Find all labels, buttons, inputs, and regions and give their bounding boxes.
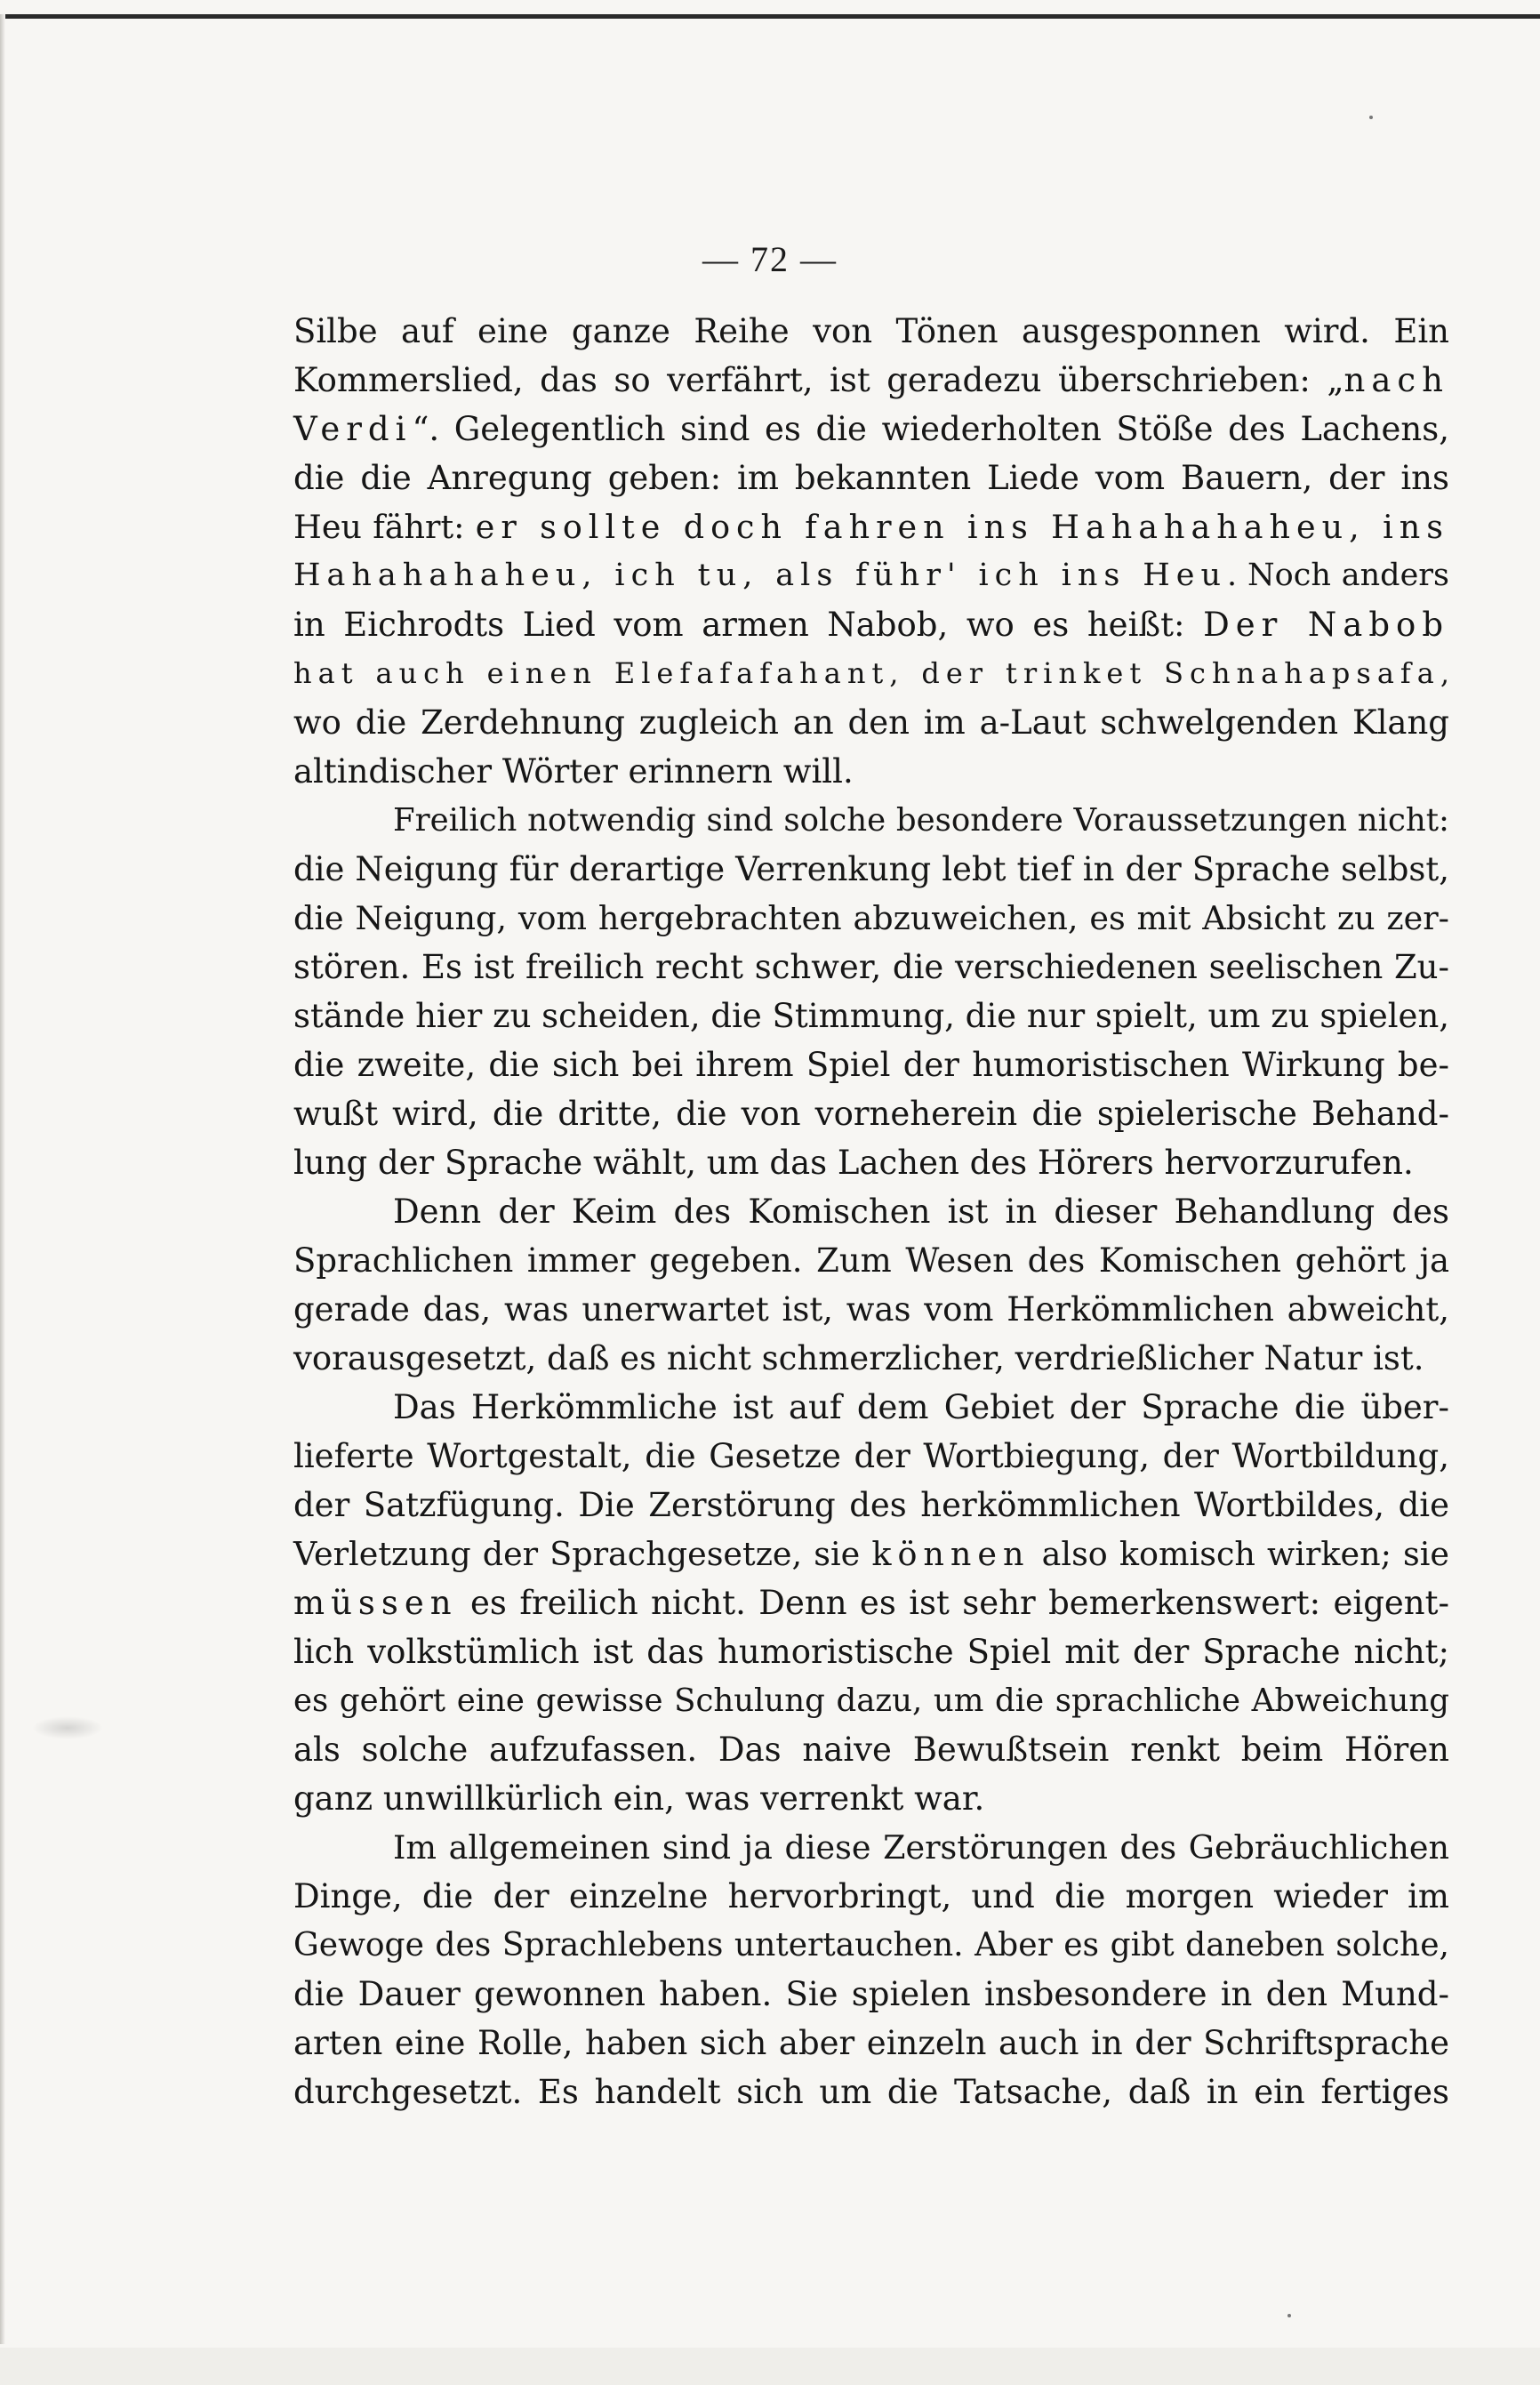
- text-line: altindischer Wörter erinnern will.: [293, 752, 854, 791]
- text-line: lung der Sprache wählt, um das Lachen des Hörers hervorzurufen.: [293, 1144, 1414, 1182]
- spaced-emphasis: er sollte doch fahren ins Hahahahaheu, ins: [475, 508, 1449, 546]
- text-line: die zweite, die sich bei ihrem Spiel der humoristischen Wirkung be-: [293, 1046, 1449, 1084]
- text-line: Kommerslied, das so verfährt, ist geradezu überschrieben: „nach: [293, 361, 1449, 399]
- text-line: Dinge, die der einzelne hervorbringt, und die morgen wieder im: [293, 1877, 1449, 1915]
- spaced-emphasis: Hahahahaheu, ich tu, als führ' ich ins Heu: [293, 558, 1228, 593]
- page-number: — 72 —: [702, 239, 838, 279]
- text-line: hat auch einen Elefafafahant, der trinket Schnahapsafa,: [293, 656, 1449, 690]
- bottom-page-edge: [0, 2348, 1540, 2385]
- text-line: lich volkstümlich ist das humoristische Spiel mit der Sprache nicht;: [293, 1633, 1449, 1671]
- text-line: Das Herkömmliche ist auf dem Gebiet der Sprache die über-: [393, 1388, 1449, 1426]
- spaced-emphasis: hat auch einen Elefafafahant, der trinket Schnahapsafa: [293, 656, 1440, 690]
- spaced-emphasis: Verdi: [293, 410, 413, 448]
- text-line: Sprachlichen immer gegeben. Zum Wesen des Komischen gehört ja: [293, 1241, 1449, 1280]
- text-line: Freilich notwendig sind solche besondere Voraussetzungen nicht:: [393, 802, 1449, 839]
- text-line: Heu fährt: er sollte doch fahren ins Hahahahaheu, ins: [293, 508, 1449, 546]
- text-line: arten eine Rolle, haben sich aber einzeln auch in der Schriftsprache: [293, 2024, 1449, 2062]
- text-line: die die Anregung geben: im bekannten Liede vom Bauern, der ins: [293, 459, 1449, 497]
- text-line: Silbe auf eine ganze Reihe von Tönen ausgesponnen wird. Ein: [293, 312, 1449, 350]
- dust-speck: [1369, 116, 1373, 119]
- text-line: Denn der Keim des Komischen ist in dieser Behandlung des: [393, 1192, 1449, 1231]
- text-line: Hahahahaheu, ich tu, als führ' ich ins Heu. Noch anders: [293, 558, 1449, 593]
- text-line: Gewoge des Sprachlebens untertauchen. Aber es gibt daneben solche,: [293, 1927, 1449, 1963]
- text-line: als solche aufzufassen. Das naive Bewußtsein renkt beim Hören: [293, 1731, 1449, 1769]
- text-line: die Neigung für derartige Verrenkung lebt tief in der Sprache selbst,: [293, 850, 1449, 888]
- text-line: stören. Es ist freilich recht schwer, die verschiedenen seelischen Zu-: [293, 948, 1449, 986]
- text-line: wo die Zerdehnung zugleich an den im a-Laut schwelgenden Klang: [293, 703, 1449, 742]
- margin-smudge: [32, 1716, 103, 1739]
- text-line: stände hier zu scheiden, die Stimmung, die nur spielt, um zu spielen,: [293, 997, 1450, 1035]
- text-line: in Eichrodts Lied vom armen Nabob, wo es heißt: Der Nabob: [293, 606, 1450, 644]
- spaced-emphasis: Der Nabob: [1203, 606, 1450, 644]
- text-line: der Satzfügung. Die Zerstörung des herkömmlichen Wortbildes, die: [293, 1486, 1449, 1524]
- text-line: Verletzung der Sprachgesetze, sie können also komisch wirken; sie: [293, 1535, 1449, 1573]
- text-line: die Neigung, vom hergebrachten abzuweichen, es mit Absicht zu zer-: [293, 899, 1449, 937]
- text-line: es gehört eine gewisse Schulung dazu, um die sprachliche Abweichung: [293, 1682, 1449, 1719]
- text-line: wußt wird, die dritte, die von vorneherein die spielerische Behand-: [293, 1095, 1449, 1133]
- body-text: [293, 307, 1449, 2116]
- left-page-edge: [0, 14, 5, 2344]
- text-line: die Dauer gewonnen haben. Sie spielen insbesondere in den Mund-: [293, 1975, 1449, 2013]
- text-line: Verdi“. Gelegentlich sind es die wiederholten Stöße des Lachens,: [293, 410, 1449, 448]
- spaced-emphasis: können: [871, 1535, 1031, 1573]
- spaced-emphasis: müssen: [293, 1584, 458, 1622]
- text-line: Im allgemeinen sind ja diese Zerstörungen des Gebräuchlichen: [393, 1828, 1449, 1867]
- text-line: müssen es freilich nicht. Denn es ist sehr bemerkenswert: eigent-: [293, 1584, 1449, 1622]
- top-edge-rule: [0, 14, 1540, 19]
- text-line: ganz unwillkürlich ein, was verrenkt war.: [293, 1779, 985, 1818]
- dust-speck: [1287, 2314, 1291, 2317]
- text-line: lieferte Wortgestalt, die Gesetze der Wortbiegung, der Wortbildung,: [293, 1437, 1449, 1475]
- spaced-emphasis: nach: [1343, 361, 1449, 399]
- text-line: vorausgesetzt, daß es nicht schmerzlicher, verdrießlicher Natur ist.: [293, 1339, 1424, 1377]
- text-line: gerade das, was unerwartet ist, was vom Herkömmlichen abweicht,: [293, 1290, 1449, 1329]
- text-line: durchgesetzt. Es handelt sich um die Tatsache, daß in ein fertiges: [293, 2073, 1449, 2111]
